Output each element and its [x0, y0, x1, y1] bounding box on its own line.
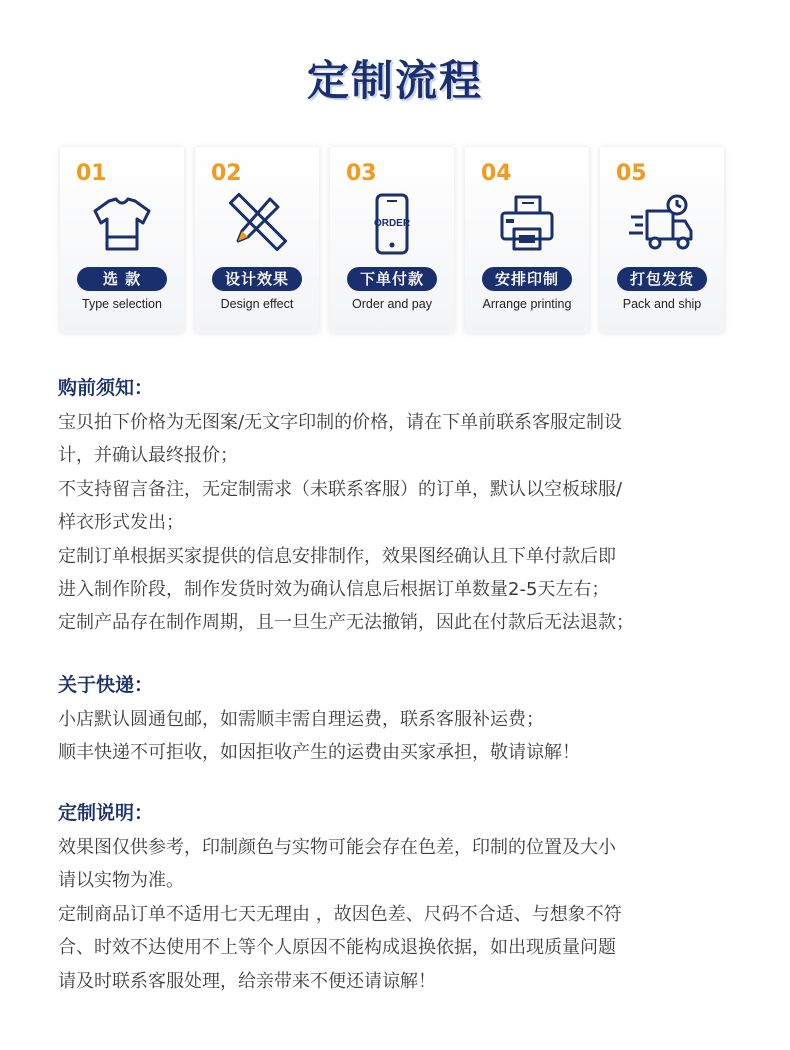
- section-heading: 定制说明：: [58, 802, 154, 824]
- step-card-design-effect: [195, 147, 319, 333]
- custom-line-2: 请以实物为准。: [58, 870, 184, 892]
- step-card-order-and-pay: [330, 147, 454, 333]
- notice-line-5: 定制订单根据买家提供的信息安排制作，效果图经确认且下单付款后即: [58, 545, 616, 567]
- step-number: 02: [211, 161, 242, 186]
- order-text: ORDER: [373, 218, 411, 229]
- notice-line-7: 定制产品存在制作周期，且一旦生产无法撤销，因此在付款后无法退款；: [58, 612, 634, 634]
- process-steps: [60, 147, 726, 333]
- notice-line-2: 计，并确认最终报价；: [58, 445, 238, 467]
- step-label: 打包发货: [617, 267, 707, 291]
- step-label: 设计效果: [212, 267, 302, 291]
- design-tools-icon: [222, 193, 292, 257]
- page-title: 定制流程: [306, 56, 483, 105]
- step-english-label: Arrange printing: [482, 297, 572, 311]
- express-line-1: 小店默认圆通包邮，如需顺丰需自理运费，联系客服补运费；: [58, 709, 544, 730]
- step-label: 安排印制: [482, 267, 572, 291]
- step-label: 选 款: [77, 267, 167, 291]
- step-card-arrange-printing: [465, 147, 589, 333]
- step-number: 03: [346, 161, 377, 186]
- notice-line-1: 宝贝拍下价格为无图案/无文字印制的价格，请在下单前联系客服定制设: [58, 412, 623, 433]
- section-heading: 关于快递：: [58, 674, 154, 696]
- step-english-label: Design effect: [220, 297, 294, 311]
- custom-line-1: 效果图仅供参考，印制颜色与实物可能会存在色差，印制的位置及大小: [58, 837, 616, 858]
- step-english-label: Pack and ship: [622, 297, 702, 311]
- step-english-label: Type selection: [82, 297, 162, 311]
- printer-icon: [492, 193, 562, 257]
- custom-line-4: 合、时效不达使用不上等个人原因不能构成退换依据，如出现质量问题: [58, 937, 616, 959]
- notice-line-4: 样衣形式发出；: [58, 512, 184, 534]
- step-number: 04: [481, 161, 512, 186]
- delivery-truck-icon: [627, 193, 697, 257]
- notice-line-6: 进入制作阶段，制作发货时效为确认信息后根据订单数量2-5天左右；: [58, 579, 610, 601]
- express-line-2: 顺丰快递不可拒收，如因拒收产生的运费由买家承担，敬请谅解！: [58, 742, 580, 764]
- custom-line-5: 请及时联系客服处理，给亲带来不便还请谅解！: [58, 970, 436, 992]
- step-card-type-selection: [60, 147, 184, 333]
- section-heading: 购前须知：: [58, 377, 154, 399]
- step-number: 05: [616, 161, 647, 186]
- step-number: 01: [76, 161, 107, 186]
- custom-line-3: 定制商品订单不适用七天无理由 ，故因色差、尺码不合适、与想象不符: [58, 903, 622, 925]
- step-label: 下单付款: [347, 267, 437, 291]
- notice-line-3: 不支持留言备注，无定制需求（未联系客服）的订单，默认以空板球服/: [58, 478, 623, 500]
- step-english-label: Order and pay: [352, 297, 432, 311]
- section-express: [58, 670, 738, 770]
- section-purchase-notice: [58, 373, 738, 640]
- step-card-pack-and-ship: [600, 147, 724, 333]
- tshirt-icon: [87, 193, 157, 257]
- section-custom-notes: [58, 798, 738, 998]
- phone-order-icon: [357, 193, 427, 257]
